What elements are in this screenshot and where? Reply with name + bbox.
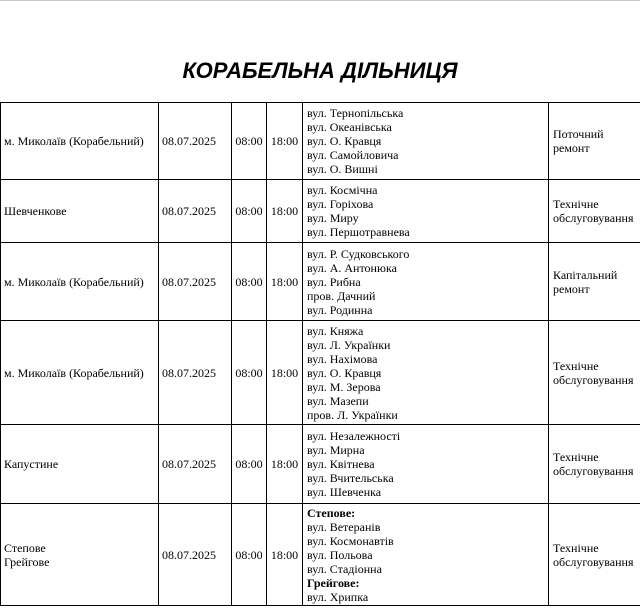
settlement-cell: м. Миколаїв (Корабельний) [1,103,159,180]
street-name: вул. Вчительська [307,471,394,485]
start-time-cell: 08:00 [232,180,267,243]
street-name: вул. О. Кравця [307,134,382,148]
street-name: вул. О. Вишні [307,162,378,176]
top-divider [0,0,640,1]
streets-cell [303,321,549,425]
settlement-cell: Капустине [1,425,159,504]
start-time-cell: 08:00 [232,103,267,180]
streets-cell [303,243,549,321]
date-cell: 08.07.2025 [159,243,232,321]
street-name: вул. Л. Українки [307,337,391,352]
street-name: вул. Ветеранів [307,519,381,534]
settlement-heading: Степове: [307,505,356,520]
street-name: вул. Шевченка [307,485,382,499]
street-name: вул. Родинна [307,302,373,317]
settlement-cell: м. Миколаїв (Корабельний) [1,243,159,321]
work-type-cell: Технічне обслуговування [549,504,640,606]
start-time-cell: 08:00 [232,243,267,321]
street-name: вул. Незалежності [307,429,401,443]
outage-schedule-table [0,102,640,606]
street-name: вул. Космічна [307,183,378,197]
table-row [1,321,640,425]
start-time-cell: 08:00 [232,504,267,606]
end-time-cell: 18:00 [267,180,303,243]
work-type-cell: Технічне обслуговування [549,321,640,425]
page-title: КОРАБЕЛЬНА ДІЛЬНИЦЯ [182,58,458,83]
work-type-cell: Поточний ремонт [549,103,640,180]
table-row [1,243,640,321]
street-name: вул. Мазепи [307,393,369,408]
streets-cell [303,180,549,243]
street-name: вул. О. Кравця [307,365,382,380]
street-name: вул. Самойловича [307,148,399,162]
street-name: вул. Стадіонна [307,561,382,576]
street-name: вул. М. Зерова [307,379,381,394]
date-cell: 08.07.2025 [159,321,232,425]
start-time-cell: 08:00 [232,425,267,504]
settlement-heading: Грейгове: [307,575,360,590]
street-name: вул. Океанівська [307,120,392,134]
end-time-cell: 18:00 [267,103,303,180]
settlement-cell: Шевченкове [1,180,159,243]
street-name: вул. Першотравнева [307,225,410,239]
street-name: пров. Дачний [307,288,376,303]
work-type-cell: Капітальний ремонт [549,243,640,321]
settlement-cell: м. Миколаїв (Корабельний) [1,321,159,425]
date-cell: 08.07.2025 [159,103,232,180]
street-name: вул. Космонавтів [307,533,394,548]
work-type-cell: Технічне обслуговування [549,425,640,504]
date-cell: 08.07.2025 [159,504,232,606]
date-cell: 08.07.2025 [159,425,232,504]
street-name: пров. Л. Українки [307,407,398,422]
streets-cell [303,504,549,606]
streets-cell [303,425,549,504]
table-body [1,103,640,606]
street-name: вул. Нахімова [307,351,378,366]
end-time-cell: 18:00 [267,504,303,606]
street-name: вул. Княжа [307,323,364,338]
street-name: вул. Польова [307,547,373,562]
street-name: вул. Мирна [307,443,365,457]
end-time-cell: 18:00 [267,243,303,321]
table-row [1,180,640,243]
table-row [1,103,640,180]
street-name: вул. Горіхова [307,197,374,211]
start-time-cell: 08:00 [232,321,267,425]
table-row [1,504,640,606]
street-name: вул. А. Антонюка [307,260,397,275]
street-name: вул. Миру [307,211,359,225]
date-cell: 08.07.2025 [159,180,232,243]
end-time-cell: 18:00 [267,425,303,504]
work-type-cell: Технічне обслуговування [549,180,640,243]
street-name: вул. Рибна [307,274,361,289]
street-name: вул. Хрипка [307,589,369,604]
street-name: вул. Р. Судковського [307,246,410,261]
end-time-cell: 18:00 [267,321,303,425]
table-row [1,425,640,504]
street-name: вул. Квітнева [307,457,375,471]
street-name: вул. Тернопільська [307,106,404,120]
streets-cell [303,103,549,180]
settlement-cell: Степове Грейгове [1,504,159,606]
